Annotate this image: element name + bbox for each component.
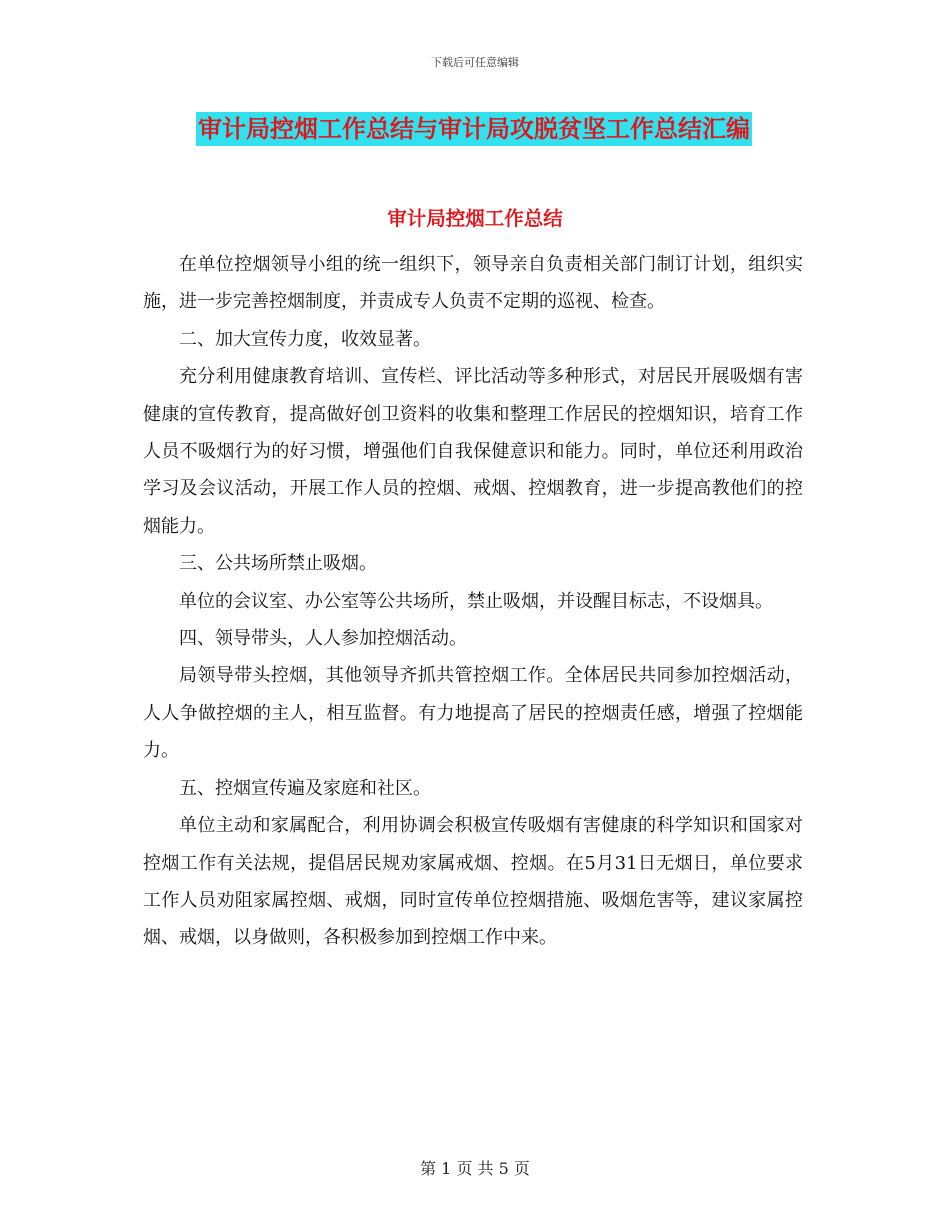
heading-leadership: 四、领导带头，人人参加控烟活动。 (179, 628, 467, 650)
document-title: 审计局控烟工作总结与审计局攻脱贫坚工作总结汇编 (196, 112, 752, 146)
document-title-container (196, 112, 752, 146)
paragraph-publicity: 充分利用健康教育培训、宣传栏、评比活动等多种形式，对居民开展吸烟有害健康的宣传教育，提高做好创卫资料的收集和整理工作居民的控烟知识，培育工作人员不吸烟行为的好习惯，增强他们自我保健意识和能力。同时，单位还利用政治学习及会议活动，开展工作人员的控烟、戒烟、控烟教育，进一步提高教他们的控烟能力。 (143, 366, 803, 537)
paragraph-intro: 在单位控烟领导小组的统一组织下，领导亲自负责相关部门制订计划，组织实施，进一步完善控烟制度，并责成专人负责不定期的巡视、检查。 (143, 254, 803, 313)
page-footer: 第 1 页 共 5 页 (420, 1159, 530, 1178)
heading-family-community: 五、控烟宣传遍及家庭和社区。 (179, 777, 431, 799)
paragraph-leadership: 局领导带头控烟，其他领导齐抓共管控烟工作。全体居民共同参加控烟活动，人人争做控烟的主人，相互监督。有力地提高了居民的控烟责任感，增强了控烟能力。 (143, 665, 803, 762)
header-note: 下载后可任意编辑 (431, 56, 519, 69)
heading-publicity: 二、加大宣传力度，收效显著。 (179, 328, 431, 350)
heading-public-places: 三、公共场所禁止吸烟。 (179, 553, 377, 575)
paragraph-family-community: 单位主动和家属配合，利用协调会积极宣传吸烟有害健康的科学知识和国家对控烟工作有关法规，提倡居民规劝家属戒烟、控烟。在5月31日无烟日，单位要求工作人员劝阻家属控烟、戒烟，同时宣传单位控烟措施、吸烟危害等，建议家属控烟、戒烟，以身做则，各积极参加到控烟工作中来。 (143, 815, 803, 949)
section-title: 审计局控烟工作总结 (387, 207, 563, 230)
paragraph-public-places: 单位的会议室、办公室等公共场所，禁止吸烟，并设醒目标志，不设烟具。 (179, 590, 773, 612)
document-body (143, 246, 803, 957)
